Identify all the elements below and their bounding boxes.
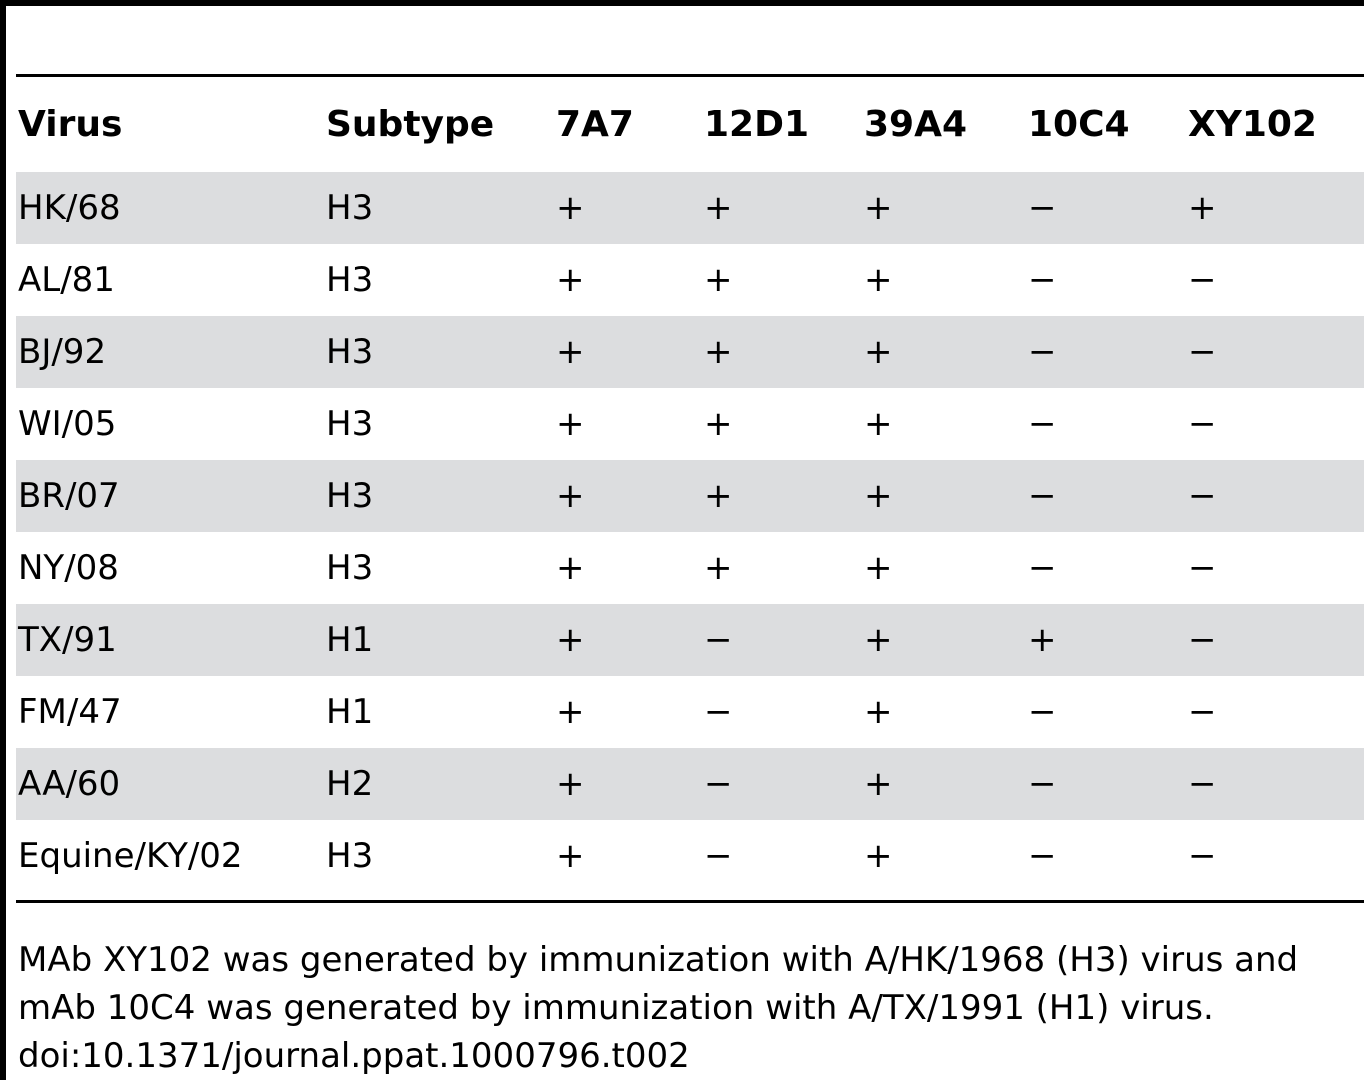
reactivity-value: + <box>556 836 585 876</box>
table-row <box>16 748 1364 820</box>
cell-reactivity <box>862 172 1026 244</box>
reactivity-value: + <box>704 476 733 516</box>
reactivity-value: + <box>704 332 733 372</box>
header-10c4: 10C4 <box>1028 103 1130 145</box>
cell-subtype: H2 <box>324 748 554 820</box>
reactivity-value: + <box>556 188 585 228</box>
reactivity-value: − <box>1188 404 1217 444</box>
cell-reactivity <box>702 604 862 676</box>
reactivity-value: + <box>864 476 893 516</box>
reactivity-value: − <box>1188 620 1217 660</box>
table-row <box>16 244 1364 316</box>
reactivity-value: + <box>556 620 585 660</box>
reactivity-value: − <box>704 764 733 804</box>
header-virus: Virus <box>18 103 123 145</box>
reactivity-value: + <box>556 692 585 732</box>
cell-reactivity <box>1186 676 1364 748</box>
cell-reactivity <box>1186 244 1364 316</box>
header-12d1: 12D1 <box>704 103 810 145</box>
table-row <box>16 172 1364 244</box>
table-row <box>16 820 1364 892</box>
reactivity-value: − <box>704 620 733 660</box>
cell-reactivity <box>554 172 702 244</box>
cell-reactivity <box>702 532 862 604</box>
cell-reactivity <box>1026 532 1186 604</box>
cell-reactivity <box>554 460 702 532</box>
reactivity-value: − <box>1028 188 1057 228</box>
reactivity-value: − <box>1028 548 1057 588</box>
cell-subtype: H3 <box>326 548 374 588</box>
reactivity-value: − <box>1188 836 1217 876</box>
reactivity-value: + <box>864 620 893 660</box>
reactivity-value: − <box>704 836 733 876</box>
cell-subtype: H1 <box>326 692 374 732</box>
reactivity-value: + <box>704 548 733 588</box>
cell-subtype: H1 <box>324 604 554 676</box>
header-xy102: XY102 <box>1188 103 1317 145</box>
table-row <box>16 460 1364 532</box>
cell-reactivity <box>1026 460 1186 532</box>
reactivity-value: − <box>1188 692 1217 732</box>
cell-reactivity <box>862 460 1026 532</box>
reactivity-value: + <box>704 404 733 444</box>
virus-reactivity-table <box>16 76 1364 892</box>
reactivity-value: + <box>864 836 893 876</box>
reactivity-value: + <box>1028 620 1057 660</box>
reactivity-value: − <box>1188 332 1217 372</box>
reactivity-value: − <box>1188 476 1217 516</box>
cell-reactivity <box>862 748 1026 820</box>
cell-reactivity <box>1186 604 1364 676</box>
reactivity-value: + <box>556 548 585 588</box>
cell-reactivity <box>862 244 1026 316</box>
cell-virus: BJ/92 <box>16 316 324 388</box>
cell-reactivity <box>554 604 702 676</box>
reactivity-value: + <box>864 692 893 732</box>
reactivity-value: + <box>864 260 893 300</box>
table-caption <box>18 936 1348 1080</box>
cell-virus: Equine/KY/02 <box>18 836 243 876</box>
cell-reactivity <box>862 676 1026 748</box>
table-row <box>16 676 1364 748</box>
reactivity-value: + <box>704 188 733 228</box>
cell-reactivity <box>1026 604 1186 676</box>
cell-subtype: H3 <box>324 460 554 532</box>
header-subtype: Subtype <box>326 103 495 145</box>
cell-reactivity <box>1186 316 1364 388</box>
cell-reactivity <box>1026 316 1186 388</box>
cell-reactivity <box>1186 460 1364 532</box>
cell-subtype: H3 <box>324 316 554 388</box>
reactivity-value: + <box>1188 188 1217 228</box>
cell-reactivity <box>702 244 862 316</box>
cell-reactivity <box>862 604 1026 676</box>
cell-reactivity <box>554 532 702 604</box>
cell-reactivity <box>862 820 1026 892</box>
cell-virus: AL/81 <box>18 260 115 300</box>
cell-reactivity <box>702 460 862 532</box>
cell-reactivity <box>1026 820 1186 892</box>
reactivity-value: − <box>1028 836 1057 876</box>
reactivity-value: − <box>1188 260 1217 300</box>
cell-reactivity <box>1186 748 1364 820</box>
cell-virus: NY/08 <box>18 548 119 588</box>
reactivity-value: − <box>1188 764 1217 804</box>
reactivity-value: − <box>1028 476 1057 516</box>
cell-reactivity <box>1026 244 1186 316</box>
cell-reactivity <box>1026 748 1186 820</box>
cell-reactivity <box>702 316 862 388</box>
table-row <box>16 604 1364 676</box>
left-border-rule <box>0 0 6 1080</box>
reactivity-value: + <box>704 260 733 300</box>
reactivity-value: + <box>864 548 893 588</box>
table-bottom-rule <box>16 900 1364 903</box>
cell-reactivity <box>702 820 862 892</box>
header-row <box>16 76 1364 172</box>
cell-reactivity <box>554 820 702 892</box>
cell-subtype: H3 <box>324 172 554 244</box>
cell-subtype: H3 <box>326 260 374 300</box>
reactivity-value: − <box>1028 404 1057 444</box>
cell-virus: TX/91 <box>16 604 324 676</box>
reactivity-value: − <box>1028 260 1057 300</box>
cell-reactivity <box>554 748 702 820</box>
cell-reactivity <box>1026 172 1186 244</box>
cell-reactivity <box>1186 172 1364 244</box>
cell-virus: WI/05 <box>18 404 117 444</box>
top-border-rule <box>0 0 1364 6</box>
table-row <box>16 532 1364 604</box>
cell-reactivity <box>702 388 862 460</box>
reactivity-value: + <box>864 332 893 372</box>
reactivity-value: + <box>864 764 893 804</box>
cell-subtype: H3 <box>326 404 374 444</box>
cell-reactivity <box>1026 676 1186 748</box>
cell-virus: FM/47 <box>18 692 122 732</box>
cell-reactivity <box>702 748 862 820</box>
reactivity-value: + <box>556 476 585 516</box>
table-row <box>16 388 1364 460</box>
reactivity-value: − <box>1028 764 1057 804</box>
reactivity-value: + <box>864 404 893 444</box>
reactivity-value: − <box>704 692 733 732</box>
header-7a7: 7A7 <box>556 103 634 145</box>
cell-reactivity <box>702 172 862 244</box>
cell-reactivity <box>1026 388 1186 460</box>
caption-note: MAb XY102 was generated by immunization with A/HK/1968 (H3) virus and mAb 10C4 was generated by immunization with A/TX/1991 (H1) virus. <box>18 940 1299 1028</box>
cell-reactivity <box>1186 820 1364 892</box>
cell-reactivity <box>554 316 702 388</box>
reactivity-value: + <box>556 332 585 372</box>
cell-subtype: H3 <box>326 836 374 876</box>
cell-reactivity <box>554 388 702 460</box>
caption-doi: doi:10.1371/journal.ppat.1000796.t002 <box>18 1036 690 1076</box>
cell-reactivity <box>554 244 702 316</box>
cell-virus: HK/68 <box>16 172 324 244</box>
cell-reactivity <box>1186 532 1364 604</box>
cell-reactivity <box>862 316 1026 388</box>
cell-virus: BR/07 <box>16 460 324 532</box>
reactivity-value: + <box>556 404 585 444</box>
reactivity-value: − <box>1028 692 1057 732</box>
reactivity-value: + <box>864 188 893 228</box>
reactivity-value: − <box>1188 548 1217 588</box>
cell-reactivity <box>1186 388 1364 460</box>
cell-reactivity <box>702 676 862 748</box>
cell-reactivity <box>554 676 702 748</box>
cell-reactivity <box>862 532 1026 604</box>
reactivity-value: + <box>556 764 585 804</box>
cell-virus: AA/60 <box>16 748 324 820</box>
table-row <box>16 316 1364 388</box>
cell-reactivity <box>862 388 1026 460</box>
reactivity-value: − <box>1028 332 1057 372</box>
reactivity-value: + <box>556 260 585 300</box>
header-39a4: 39A4 <box>864 103 968 145</box>
